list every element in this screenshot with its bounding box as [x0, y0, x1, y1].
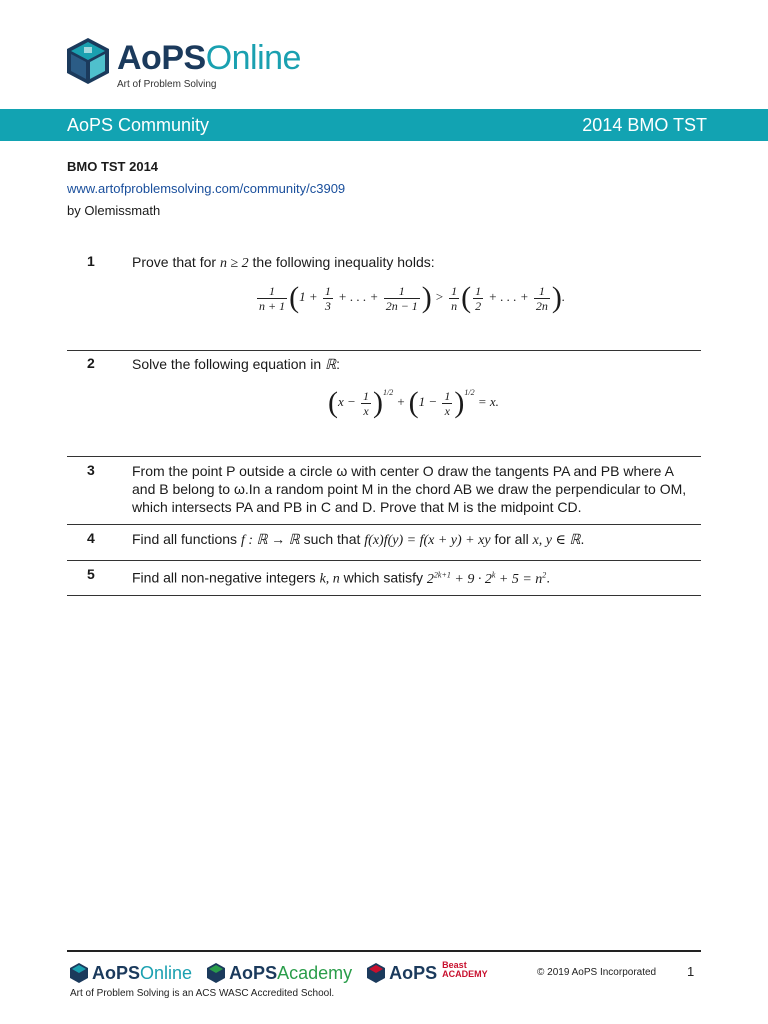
- problem-1-display-equation: $\frac{1}{n + 1}$ (1 + $\frac{1}{3}$ + . . . + $\frac{1}{2n - 1}$ ) > $\frac{1}{n}$ ( $\frac{1}{2}$ + . . . + $\frac{1}{2n}$ ).: [259, 281, 566, 314]
- footer-aops-online-logo: AoPSOnline: [70, 963, 197, 983]
- footer-beast-academy-logo: AoPS Beast ACADEMY: [367, 963, 488, 983]
- copyright-text: © 2019 AoPS Incorporated: [537, 967, 657, 978]
- footer-aops-academy-logo: AoPSAcademy: [207, 963, 357, 983]
- aops-academy-cube-icon: [207, 963, 225, 983]
- aops-cube-icon: [70, 963, 88, 983]
- problem-text: Solve the following equation in ℝ:: [132, 356, 341, 373]
- problem-text: Find all functions f : ℝ → ℝ such that f(x)f(y) = f(x + y) + xy for all x, y ∈ ℝ.: [132, 531, 585, 548]
- source-link[interactable]: www.artofproblemsolving.com/community/c3909: [67, 181, 346, 196]
- problem-2-display-equation: (x − $\frac{1}{x}$ )$^{1/2}$ + (1 − $\frac{1}{x}$ )$^{1/2}$ = x.: [328, 386, 499, 419]
- header-banner: [0, 109, 768, 141]
- problem-text: From the point P outside a circle ω with center O draw the tangents PA and PB where A and B belong to ω.In a random point M in the chord AB we draw the perpendicular to OM, which intersects PA and PB in C and D. Prove that M is the midpoint CD.: [132, 463, 687, 515]
- logo-wordmark: AoPSOnline: [117, 39, 301, 77]
- banner-community: AoPS Community: [67, 115, 210, 135]
- problem-text: Find all non-negative integers k, n which satisfy $2^{2k+1} + 9 \cdot 2^k + 5 = n^2$.: [132, 569, 551, 587]
- divider: [67, 524, 701, 525]
- footer-logos: [70, 961, 498, 984]
- problem-number: 1: [87, 253, 95, 269]
- divider: [67, 595, 701, 596]
- banner-contest: 2014 BMO TST: [582, 115, 707, 135]
- problem-number: 4: [87, 530, 95, 546]
- divider: [67, 456, 701, 457]
- author-line: by Olemissmath: [67, 203, 161, 218]
- divider: [67, 350, 701, 351]
- accreditation-text: Art of Problem Solving is an ACS WASC Accredited School.: [70, 988, 335, 999]
- problem-number: 3: [87, 462, 95, 478]
- aops-beast-cube-icon: [367, 963, 385, 983]
- footer-divider: [67, 950, 701, 952]
- document-meta: [67, 156, 345, 222]
- document-title: BMO TST 2014: [67, 159, 159, 174]
- problem-number: 2: [87, 355, 95, 371]
- logo-tagline: Art of Problem Solving: [117, 79, 217, 90]
- aops-cube-icon: [67, 38, 109, 84]
- problem-text: Prove that for n ≥ 2 the following inequality holds:: [132, 254, 435, 271]
- page-number: 1: [687, 964, 695, 979]
- problem-number: 5: [87, 566, 95, 582]
- divider: [67, 560, 701, 561]
